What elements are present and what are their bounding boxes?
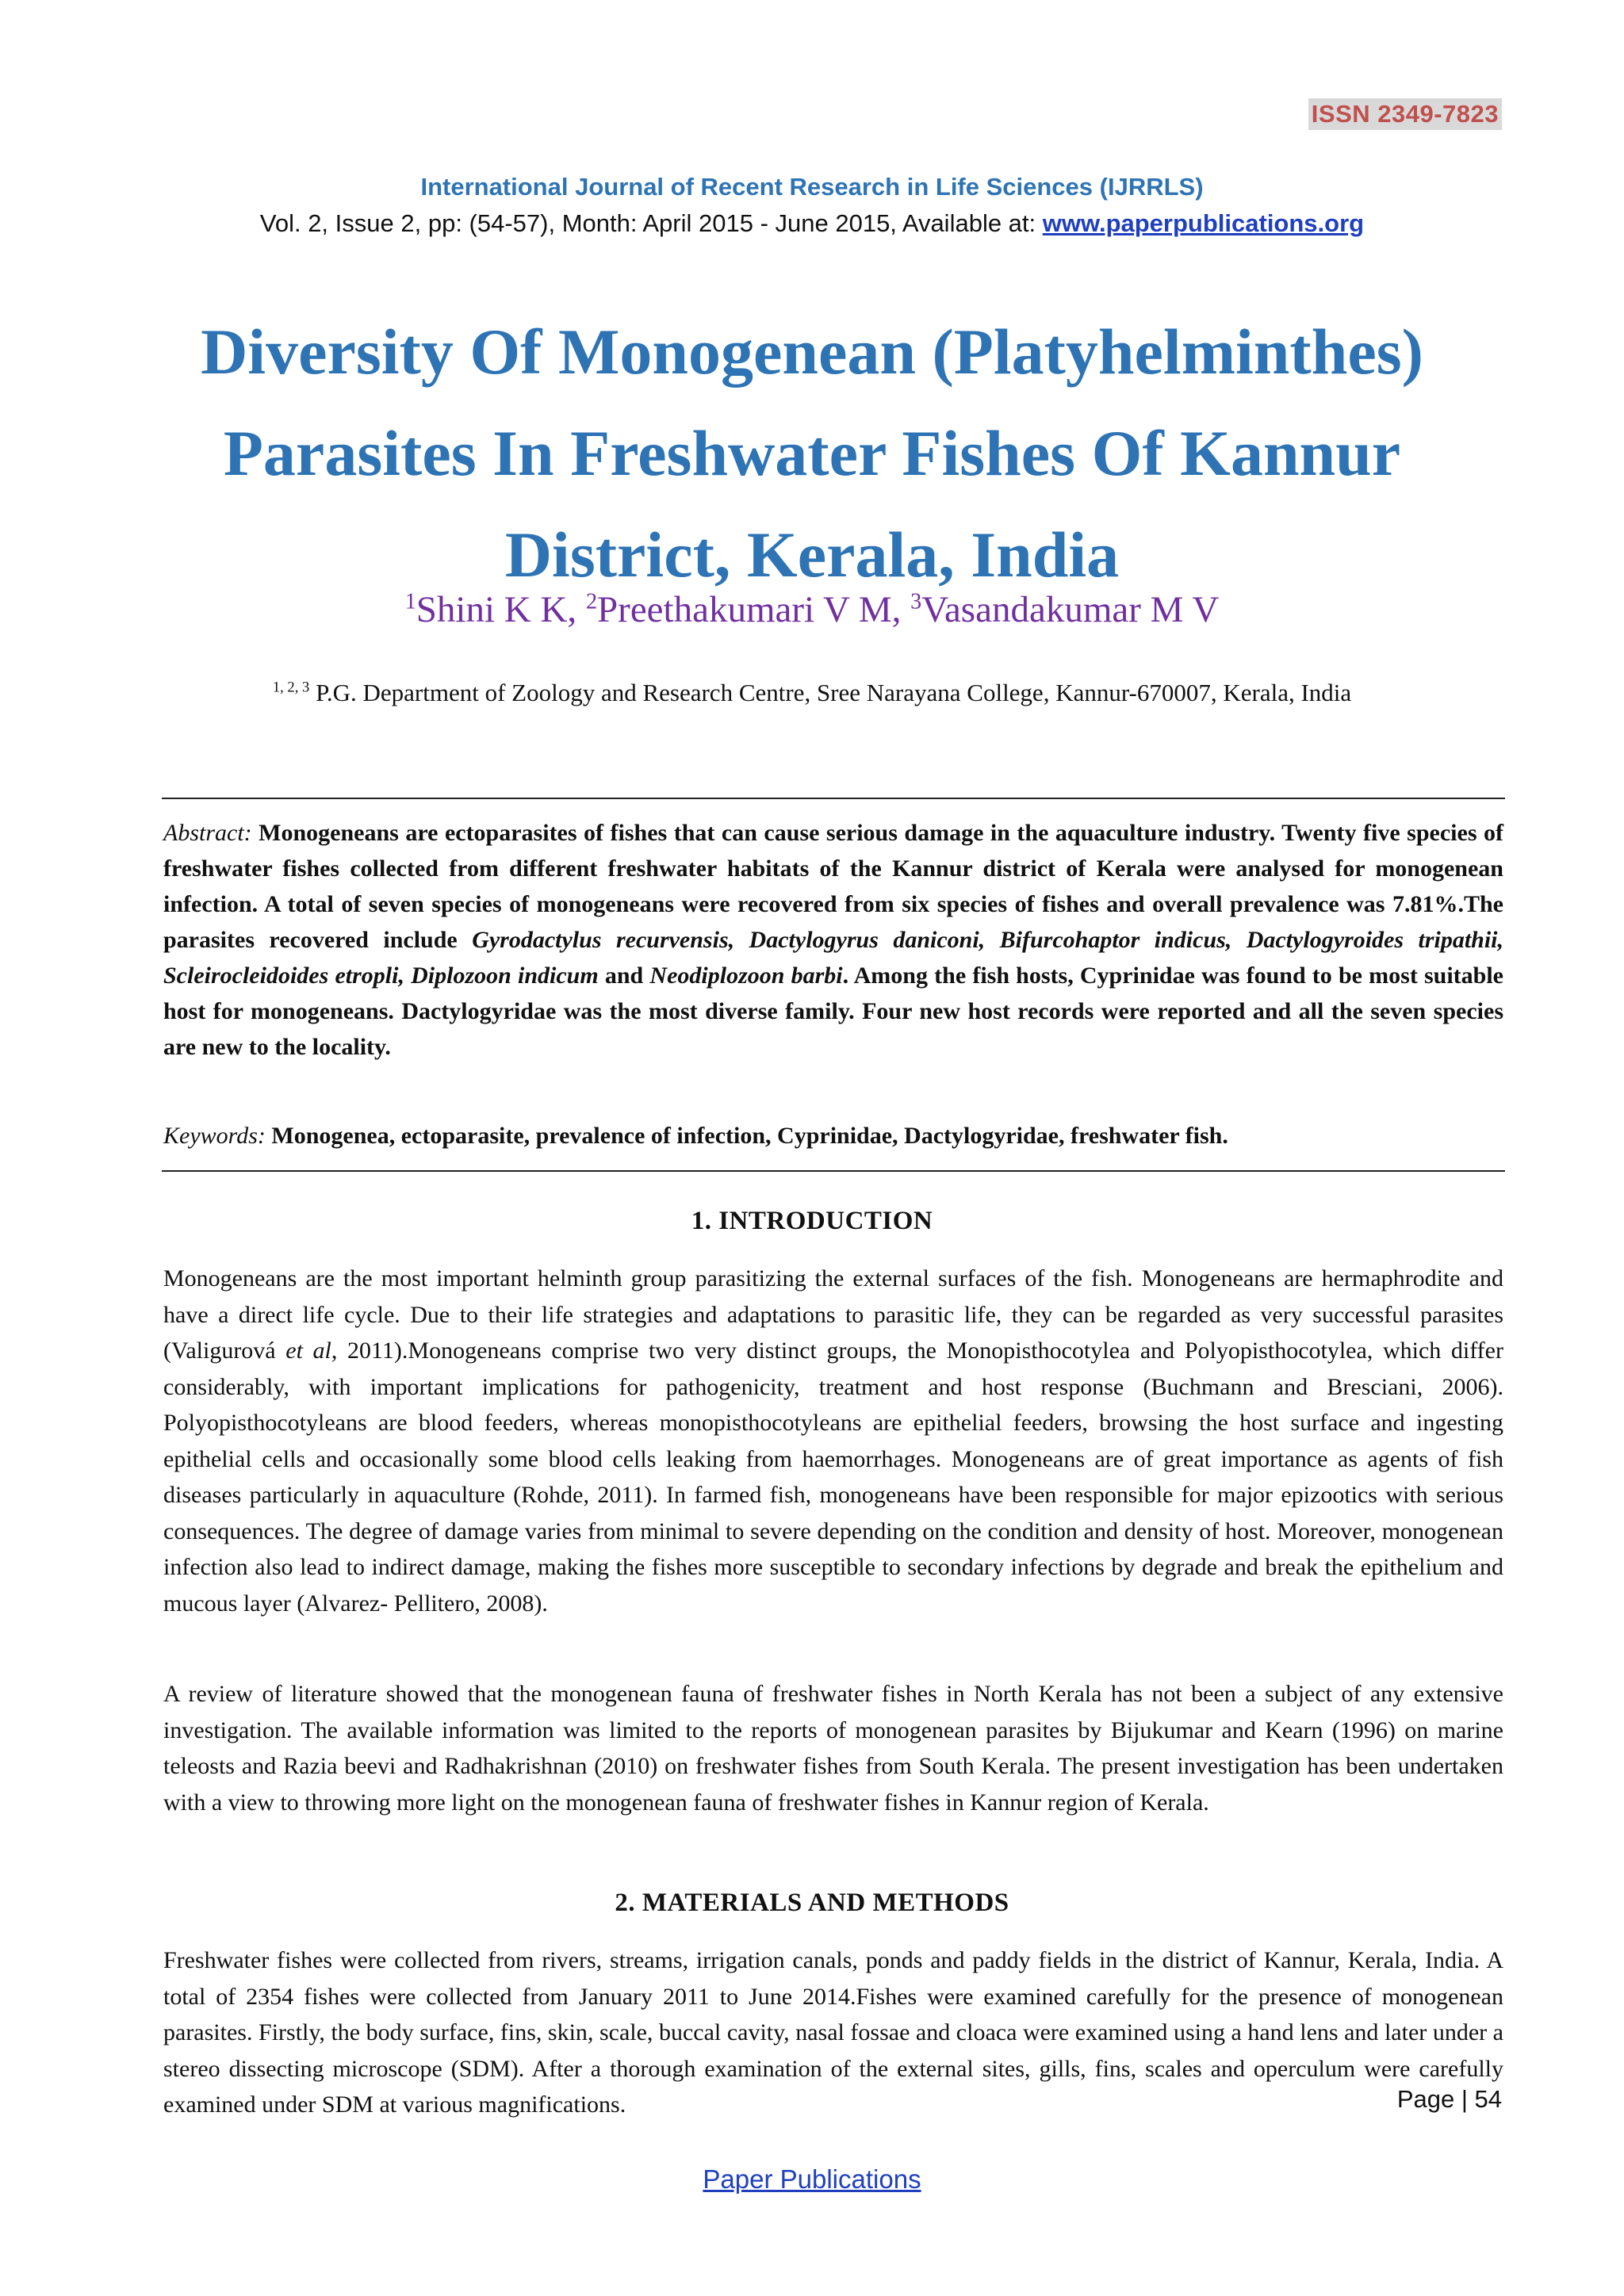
publisher-link[interactable]: Paper Publications bbox=[703, 2164, 921, 2194]
intro-paragraph-1 bbox=[163, 1261, 1503, 1621]
author-1-sup: 1 bbox=[404, 589, 416, 614]
title-line-3: District, Kerala, India bbox=[504, 519, 1120, 591]
journal-url-link[interactable]: www.paperpublications.org bbox=[1042, 209, 1365, 237]
methods-heading: 2. MATERIALS AND METHODS bbox=[615, 1888, 1009, 1917]
intro-p1-part-b: , 2011).Monogeneans comprise two very distinct groups, the Monopisthocotylea and Polyopisthocotylea, which differ considerably, with important implications for pathogenicity, treatment and host response (Buchmann and Bresciani, 2006). Polyopisthocotyleans are blood feeders, whereas monopisthocotyleans are epithelial feeders, browsing the host surface and ingesting epithelial cells and occasionally some blood cells leaking from haemorrhages. Monogeneans are of great importance as agents of fish diseases particularly in aquaculture (Rohde, 2011). In farmed fish, monogeneans have been responsible for major epizootics with serious consequences. The degree of damage varies from minimal to severe depending on the condition and density of host. Moreover, monogenean infection also lead to indirect damage, making the fishes more susceptible to secondary infections by degrade and break the epithelium and mucous layer (Alvarez- Pellitero, 2008). bbox=[163, 1337, 1503, 1617]
paper-title bbox=[119, 301, 1505, 606]
affiliation-text: P.G. Department of Zoology and Research Centre, Sree Narayana College, Kannur-670007, Kerala, India bbox=[309, 679, 1352, 706]
abstract bbox=[163, 815, 1503, 1065]
journal-name: International Journal of Recent Research in Life Sciences (IJRRLS) bbox=[420, 173, 1204, 201]
title-line-2: Parasites In Freshwater Fishes Of Kannur bbox=[223, 417, 1401, 489]
abstract-species-list: Gyrodactylus recurvensis, Dactylogyrus daniconi, Bifurcohaptor indicus, Dactylogyroides tripathii, Scleirocleidoides etropli, Diplozoon indicum bbox=[163, 927, 1504, 989]
intro-heading: 1. INTRODUCTION bbox=[691, 1207, 933, 1235]
keywords-label: Keywords: bbox=[163, 1123, 266, 1149]
intro-p1-etal: et al bbox=[285, 1337, 331, 1364]
affiliation bbox=[0, 679, 1624, 707]
abstract-and: and bbox=[598, 962, 650, 989]
issn-badge: ISSN 2349-7823 bbox=[1308, 98, 1502, 130]
author-1-name: Shini K K, bbox=[416, 589, 586, 630]
title-line-1: Diversity Of Monogenean (Platyhelminthes) bbox=[201, 316, 1423, 388]
author-list bbox=[0, 588, 1624, 631]
keywords-text: Monogenea, ectoparasite, prevalence of infection, Cyprinidae, Dactylogyridae, freshwater fish. bbox=[265, 1123, 1228, 1149]
author-2-sup: 2 bbox=[585, 589, 598, 614]
volume-line bbox=[0, 209, 1624, 238]
author-2-name: Preethakumari V M, bbox=[597, 589, 911, 630]
abstract-label: Abstract: bbox=[163, 820, 252, 846]
intro-p1-part-a: Monogeneans are the most important helminth group parasitizing the external surfaces of the fish. Monogeneans are hermaphrodite and have a direct life cycle. Due to their life strategies and adaptations to parasitic life, they can be regarded as very successful parasites (Valigurová bbox=[163, 1265, 1503, 1364]
footer bbox=[0, 2164, 1624, 2195]
intro-paragraph-2: A review of literature showed that the monogenean fauna of freshwater fishes in North Kerala has not been a subject of any extensive investigation. The available information was limited to the reports of monogenean parasites by Bijukumar and Kearn (1996) on marine teleosts and Razia beevi and Radhakrishnan (2010) on freshwater fishes from South Kerala. The present investigation has been undertaken with a view to throwing more light on the monogenean fauna of freshwater fishes in Kannur region of Kerala. bbox=[163, 1681, 1503, 1816]
abstract-text-2: . Among the fish hosts, Cyprinidae was found to be most suitable host for monogeneans. Dactylogyridae was the most diverse family. Four new host records were reported and all the seven species are new to the locality. bbox=[163, 962, 1503, 1060]
page-number: Page | 54 bbox=[1396, 2085, 1502, 2113]
methods-paragraph-1: Freshwater fishes were collected from rivers, streams, irrigation canals, ponds and paddy fields in the district of Kannur, Kerala, India. A total of 2354 fishes were collected from January 2011 to June 2014.Fishes were examined carefully for the presence of monogenean parasites. Firstly, the body surface, fins, skin, scale, buccal cavity, nasal fossae and cloaca were examined using a hand lens and later under a stereo dissecting microscope (SDM). After a thorough examination of the external sites, gills, fins, scales and operculum were carefully examined under SDM at various magnifications. bbox=[163, 1947, 1503, 2118]
affiliation-sup: 1, 2, 3 bbox=[272, 679, 310, 696]
keywords bbox=[163, 1118, 1503, 1154]
author-3-sup: 3 bbox=[910, 589, 922, 614]
author-3-name: Vasandakumar M V bbox=[921, 589, 1220, 630]
abstract-top-rule bbox=[162, 798, 1505, 799]
volume-text: Vol. 2, Issue 2, pp: (54-57), Month: April 2015 - June 2015, Available at: bbox=[259, 209, 1043, 237]
abstract-bottom-rule bbox=[162, 1170, 1505, 1172]
abstract-text-1: Monogeneans are ectoparasites of fishes that can cause serious damage in the aquaculture industry. Twenty five species of freshwater fishes collected from different freshwater habitats of the Kannur district of Kerala were analysed for monogenean infection. A total of seven species of monogeneans were recovered from six species of fishes and overall prevalence was 7.81%.The parasites recovered include bbox=[163, 820, 1503, 953]
abstract-last-species: Neodiplozoon barbi bbox=[649, 962, 843, 989]
